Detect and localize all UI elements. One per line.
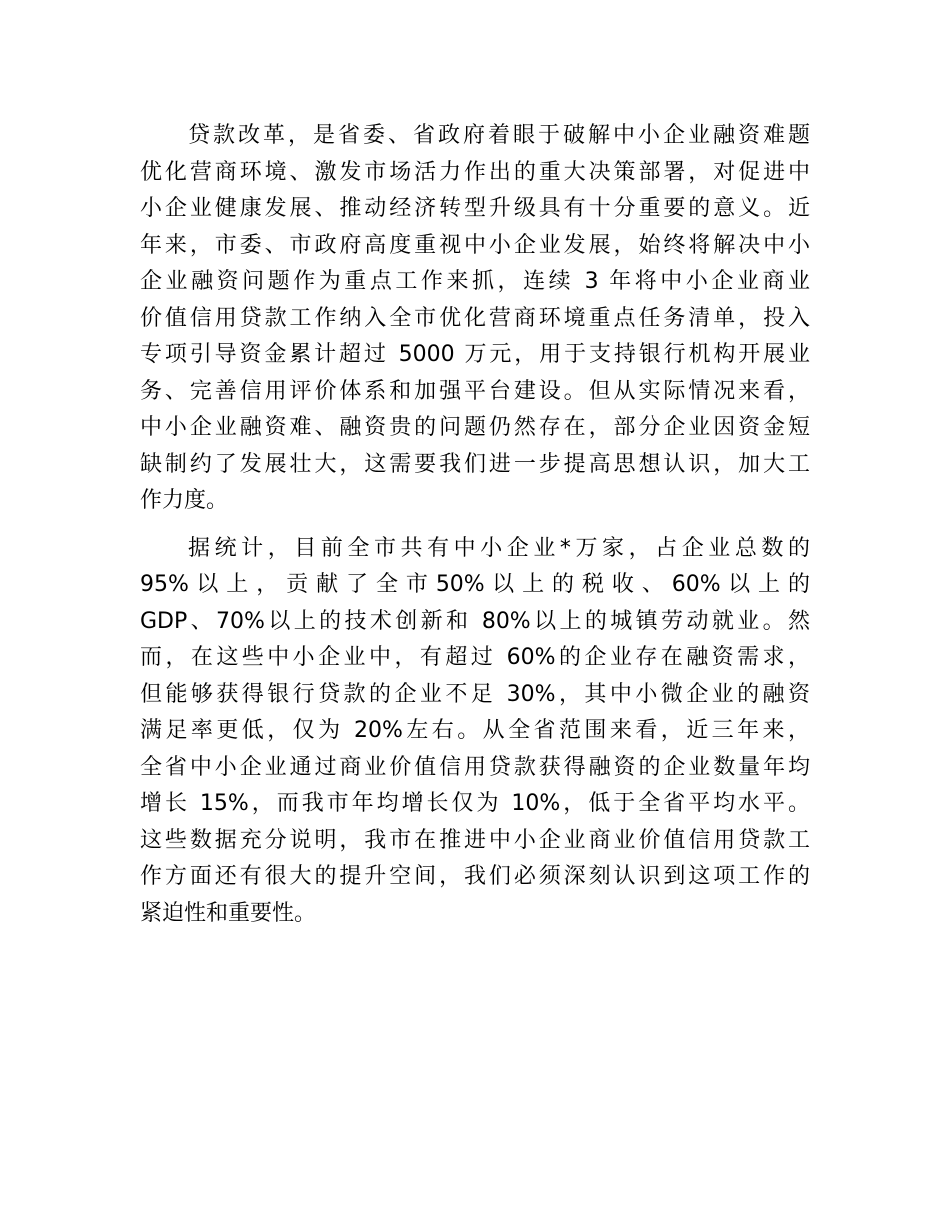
paragraph-line: 而，在这些中小企业中，有超过 60%的企业存在融资需求， [140,645,810,670]
paragraph-line: 但能够获得银行贷款的企业不足 30%，其中小微企业的融资 [140,681,810,707]
paragraph-line: 年来，市委、市政府高度重视中小企业发展，始终将解决中小 [140,232,810,258]
paragraph-line: 专项引导资金累计超过 5000 万元，用于支持银行机构开展业 [140,342,810,367]
paragraph-line: GDP、70%以上的技术创新和 80%以上的城镇劳动就业。然 [140,608,810,634]
paragraph-line: 价值信用贷款工作纳入全市优化营商环境重点任务清单，投入 [140,305,810,331]
paragraph-line: 全省中小企业通过商业价值信用贷款获得融资的企业数量年均 [140,754,810,780]
paragraph-line: 贷款改革，是省委、省政府着眼于破解中小企业融资难题 [188,123,810,148]
paragraph-line: 务、完善信用评价体系和加强平台建设。但从实际情况来看， [140,378,810,404]
paragraph-line: 紧迫性和重要性。 [140,900,317,926]
paragraph-line: 这些数据充分说明，我市在推进中小企业商业价值信用贷款工 [140,827,810,853]
paragraph-2 [140,531,810,933]
paragraph-line: 增长 15%，而我市年均增长仅为 10%，低于全省平均水平。 [140,791,810,816]
paragraph-line: 据统计，目前全市共有中小企业*万家，占企业总数的 [188,535,810,561]
paragraph-line: 95% 以 上 ， 贡 献 了 全 市 50% 以 上 的 税 收 、 60% 以 上 的 [140,572,810,597]
paragraph-line: 小企业健康发展、推动经济转型升级具有十分重要的意义。近 [140,196,810,221]
paragraph-line: 中小企业融资难、融资贵的问题仍然存在，部分企业因资金短 [140,415,810,440]
paragraph-line: 缺制约了发展壮大，这需要我们进一步提高思想认识，加大工 [140,451,810,477]
paragraph-1 [140,118,810,520]
paragraph-line: 企业融资问题作为重点工作来抓，连续 3 年将中小企业商业 [140,269,810,294]
paragraph-line: 作力度。 [140,488,229,513]
document-body [140,118,810,932]
paragraph-line: 作方面还有很大的提升空间，我们必须深刻认识到这项工作的 [140,864,810,889]
paragraph-line: 满足率更低，仅为 20%左右。从全省范围来看，近三年来， [140,718,810,743]
paragraph-spacing [140,520,810,531]
paragraph-line: 优化营商环境、激发市场活力作出的重大决策部署，对促进中 [140,159,810,185]
